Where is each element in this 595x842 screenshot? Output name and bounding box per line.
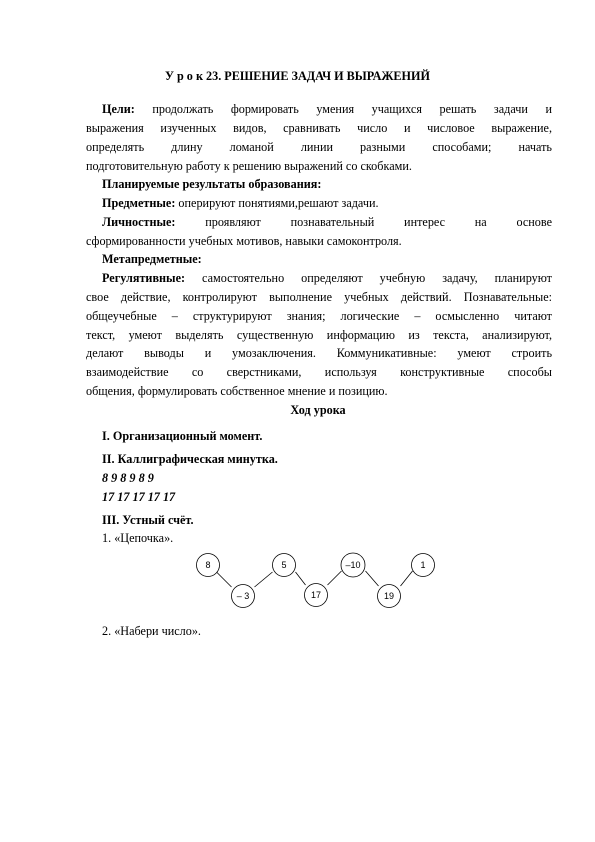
calligraphy-row-1: 8 9 8 9 8 9 [102,471,154,485]
personal-line-1 [102,215,552,230]
chain-node-value: 5 [281,560,287,570]
goals-line-3: определять длину ломаной линии разными способами; начать [86,140,552,154]
chain-node-value: 19 [383,591,395,601]
goals-text-1: продолжать формировать умения учащихся решать задачи и [152,102,552,116]
chain-node-value: 1 [420,560,426,570]
lesson-course-heading: Ход урока [290,403,346,417]
chain-link [255,572,273,587]
regulatory-line-6: взаимодействие со сверстниками, используя конструктивные способы [86,365,552,379]
subject-label: Предметные: [102,196,176,210]
chain-node-value: 8 [205,560,211,570]
regulatory-line-1 [102,271,552,286]
chain-link [366,571,379,586]
chain-link [401,571,413,586]
metasubject-heading: Метапредметные: [102,252,202,266]
chain-node-value: – 3 [236,591,250,601]
lesson-title: У р о к 23. РЕШЕНИЕ ЗАДАЧ И ВЫРАЖЕНИЙ [164,69,430,83]
goals-label: Цели: [102,102,135,116]
section-1-heading: I. Организационный момент. [102,429,263,443]
regulatory-text-1: самостоятельно определяют учебную задачу, планируют [202,271,552,285]
chain-task-label: 1. «Цепочка». [102,531,174,545]
regulatory-line-2: свое действие, контролируют выполнение учебных действий. Познавательные: [86,290,552,304]
chain-link [296,572,306,585]
goals-line-1 [102,102,552,117]
personal-line-2: сформированности учебных мотивов, навыки самоконтроля. [86,234,402,248]
section-2-heading: II. Каллиграфическая минутка. [102,452,278,466]
chain-link [328,571,342,585]
regulatory-line-3: общеучебные – структурируют знания; логические – осмысленно читают [86,309,552,323]
section-3-heading: III. Устный счёт. [102,513,194,527]
subject-results [102,196,379,211]
personal-label: Личностные: [102,215,176,229]
chain-node-value: –10 [345,560,361,570]
chain-link [217,572,232,587]
personal-text-1: проявляют познавательный интерес на основе [205,215,552,229]
chain-node-value: 17 [310,590,322,600]
chain-diagram [190,548,440,613]
goals-line-2: выражения изученных видов, сравнивать число и числовое выражение, [86,121,552,135]
goals-line-4: подготовительную работу к решению выражений со скобками. [86,159,412,173]
regulatory-line-7: общения, формулировать собственное мнение и позицию. [86,384,388,398]
regulatory-line-5: делают выводы и умозаключения. Коммуникативные: умеют строить [86,346,552,360]
pick-number-task-label: 2. «Набери число». [102,624,201,638]
calligraphy-row-2: 17 17 17 17 17 [102,490,176,504]
planned-results-heading: Планируемые результаты образования: [102,177,322,191]
subject-text: оперируют понятиями,решают задачи. [175,196,379,210]
regulatory-label: Регулятивные: [102,271,186,285]
regulatory-line-4: текст, умеют выделять существенную информацию из текста, анализируют, [86,328,552,342]
